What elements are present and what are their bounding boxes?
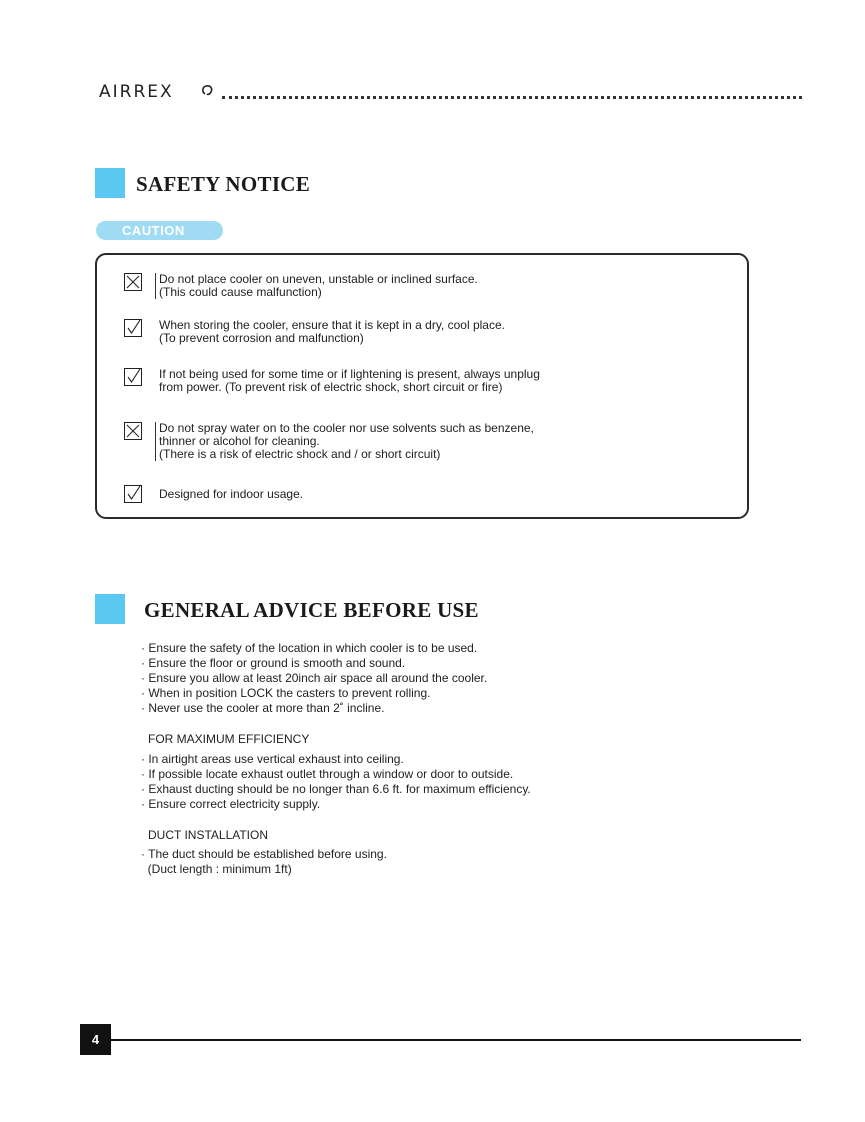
list-item: · When in position LOCK the casters to prevent rolling. xyxy=(141,686,431,700)
caution-line: Designed for indoor usage. xyxy=(159,487,304,501)
list-item: (Duct length : minimum 1ft) xyxy=(141,862,292,876)
list-item: · The duct should be established before using. xyxy=(141,847,387,861)
check-box-icon xyxy=(124,319,142,337)
list-item: · Ensure the safety of the location in which cooler is to be used. xyxy=(141,641,478,655)
duct-list xyxy=(141,847,741,877)
footer-rule xyxy=(111,1039,801,1041)
header-dotted-rule xyxy=(222,96,802,99)
list-item: · Exhaust ducting should be no longer than 6.6 ft. for maximum efficiency. xyxy=(141,782,531,796)
list-item: · If possible locate exhaust outlet through a window or door to outside. xyxy=(141,767,514,781)
caution-line: If not being used for some time or if lightening is present, always unplug xyxy=(159,367,540,381)
safety-title: SAFETY NOTICE xyxy=(136,172,311,196)
efficiency-list xyxy=(141,752,741,812)
caution-line: (To prevent corrosion and malfunction) xyxy=(159,331,364,345)
efficiency-title: FOR MAXIMUM EFFICIENCY xyxy=(148,732,310,746)
caution-line: thinner or alcohol for cleaning. xyxy=(159,434,320,448)
list-item: · In airtight areas use vertical exhaust into ceiling. xyxy=(141,752,404,766)
x-box-icon xyxy=(124,422,142,440)
caution-line: (There is a risk of electric shock and / or short circuit) xyxy=(159,447,441,461)
brand-logo: AIRREX xyxy=(99,82,174,102)
section-marker xyxy=(95,168,125,198)
caution-line: (This could cause malfunction) xyxy=(159,285,322,299)
list-item: · Never use the cooler at more than 2˚ incline. xyxy=(141,701,385,715)
caution-line: When storing the cooler, ensure that it is kept in a dry, cool place. xyxy=(159,318,505,332)
check-box-icon xyxy=(124,485,142,503)
caution-line: Do not place cooler on uneven, unstable or inclined surface. xyxy=(159,272,478,286)
check-box-icon xyxy=(124,368,142,386)
page-number: 4 xyxy=(80,1024,111,1055)
caution-line: from power. (To prevent risk of electric shock, short circuit or fire) xyxy=(159,380,503,394)
logo-swirl-icon xyxy=(201,84,215,98)
caution-badge: CAUTION xyxy=(96,221,223,240)
list-item: · Ensure correct electricity supply. xyxy=(141,797,321,811)
section-marker xyxy=(95,594,125,624)
duct-title: DUCT INSTALLATION xyxy=(148,828,269,842)
advice-title: GENERAL ADVICE BEFORE USE xyxy=(144,598,479,622)
list-item: · Ensure the floor or ground is smooth and sound. xyxy=(141,656,406,670)
x-box-icon xyxy=(124,273,142,291)
caution-line: Do not spray water on to the cooler nor use solvents such as benzene, xyxy=(159,421,534,435)
list-item: · Ensure you allow at least 20inch air space all around the cooler. xyxy=(141,671,488,685)
advice-list xyxy=(141,641,741,716)
caution-box xyxy=(95,253,749,519)
